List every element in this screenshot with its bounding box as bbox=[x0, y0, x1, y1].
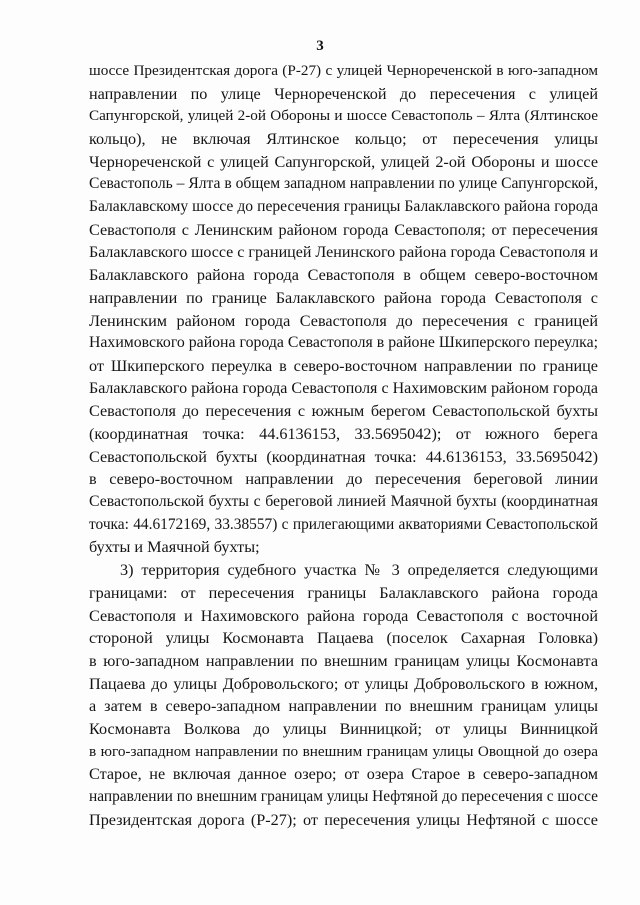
text-line: кольцо), не включая Ялтинское кольцо; от пересечения улицы bbox=[89, 130, 598, 149]
text-line: Сапунгорской, улицей 2-ой Обороны и шоссе Севастополь – Ялта (Ялтинское bbox=[89, 107, 598, 125]
text-line: (координатная точка: 44.6136153, 33.5695042); от южного берега bbox=[89, 425, 598, 443]
page-number: 3 bbox=[316, 38, 324, 54]
text-line: Чернореченской с улицей Сапунгорской, улицей 2-ой Обороны и шоссе bbox=[89, 152, 598, 171]
text-line: Старое, не включая данное озеро; от озера Старое в северо-западном bbox=[89, 765, 598, 784]
text-line: Балаклавского района города Севастополя с Нахимовским районом города bbox=[89, 379, 598, 397]
text-line: стороной улицы Космонавта Пацаева (поселок Сахарная Головка) bbox=[89, 629, 598, 648]
text-line: направлении по улице Чернореченской до пересечения с улицей bbox=[89, 84, 598, 103]
text-line: направлении по границе Балаклавского района города Севастополя с bbox=[89, 288, 598, 307]
text-line: в северо-восточном направлении до пересечения береговой линии bbox=[89, 470, 598, 489]
text-line: Ленинским районом города Севастополя до пересечения с границей bbox=[89, 311, 598, 330]
paragraph bbox=[89, 60, 598, 559]
text-line: от Шкиперского переулка в северо-восточном направлении по границе bbox=[89, 356, 598, 375]
text-line: в юго-западном направлении по внешним границам улицы Космонавта bbox=[89, 651, 598, 670]
text-line: Севастополя с Ленинским районом города Севастополя; от пересечения bbox=[89, 220, 598, 239]
paragraph bbox=[89, 559, 598, 831]
text-line: а затем в северо-западном направлении по внешним границам улицы bbox=[89, 697, 598, 716]
text-line: Космонавта Волкова до улицы Винницкой; от улицы Винницкой bbox=[89, 719, 598, 738]
text-line: границами: от пересечения границы Балаклавского района города bbox=[89, 583, 598, 602]
text-line: Севастопольской бухты (координатная точка: 44.6136153, 33.5695042) bbox=[89, 447, 598, 466]
text-line: Балаклавского шоссе с границей Ленинского района города Севастополя и bbox=[89, 243, 598, 261]
text-line: точка: 44.6172169, 33.38557) с прилегающими акваториями Севастопольской bbox=[89, 515, 598, 533]
text-line: Пацаева до улицы Добровольского; от улицы Добровольского в южном, bbox=[89, 674, 598, 693]
text-line: Севастополя и Нахимовского района города Севастополя с восточной bbox=[89, 606, 598, 625]
text-line: Севастополь – Ялта в общем западном направлении по улице Сапунгорской, bbox=[89, 175, 598, 193]
text-line: Балаклавскому шоссе до пересечения границы Балаклавского района города bbox=[89, 198, 598, 216]
text-line: Севастополя до пересечения с южным берегом Севастопольской бухты bbox=[89, 402, 598, 421]
text-line: Нахимовского района города Севастополя в районе Шкиперского переулка; bbox=[89, 334, 598, 352]
text-line: шоссе Президентская дорога (Р-27) с улицей Чернореченской в юго-западном bbox=[89, 62, 598, 79]
text-line: 3) территория судебного участка № 3 определяется следующими bbox=[120, 561, 598, 580]
text-line: Президентская дорога (Р-27); от пересечения улицы Нефтяной с шоссе bbox=[89, 810, 598, 829]
text-line: направлении по внешним границам улицы Нефтяной до пересечения с шоссе bbox=[89, 788, 598, 805]
text-line: Балаклавского района города Севастополя в общем северо-восточном bbox=[89, 266, 598, 285]
text-line: Севастопольской бухты с береговой линией Маячной бухты (координатная bbox=[89, 493, 598, 511]
document-body bbox=[89, 60, 598, 831]
text-line: в юго-западном направлении по внешним границам улицы Овощной до озера bbox=[89, 742, 598, 760]
text-line: бухты и Маячной бухты; bbox=[89, 538, 260, 557]
